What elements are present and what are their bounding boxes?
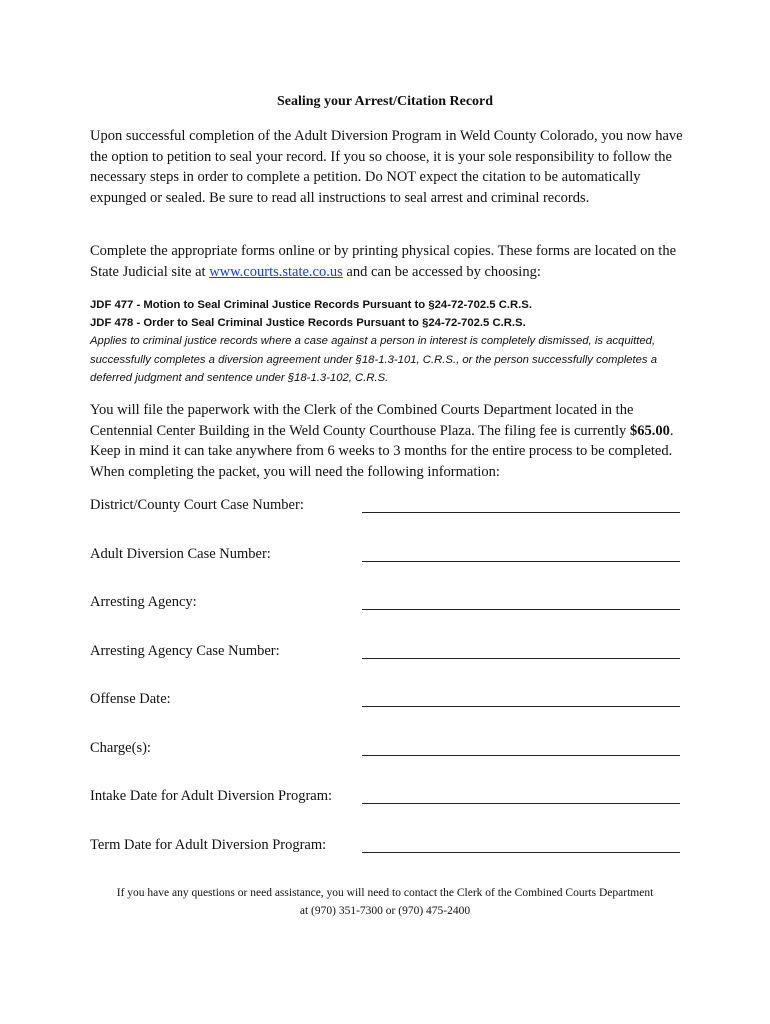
filing-text-after: . Keep in mind it can take anywhere from 6 weeks to 3 months for the entire process to be completed. When completing the packet, you will need the following information:: [90, 422, 674, 480]
field-label-intake-date: Intake Date for Adult Diversion Program:: [90, 788, 333, 804]
field-label-agency-case-number: Arresting Agency Case Number:: [90, 643, 280, 659]
filing-paragraph: [90, 400, 690, 482]
field-label-offense-date: Offense Date:: [90, 691, 171, 707]
filing-fee: $65.00: [629, 422, 670, 439]
field-line-agency-case-number[interactable]: [362, 658, 680, 659]
field-line-charges[interactable]: [362, 755, 680, 756]
field-line-diversion-case-number[interactable]: [362, 561, 680, 562]
field-line-term-date[interactable]: [362, 852, 680, 853]
footer-line-1: If you have any questions or need assistance, you will need to contact the Clerk of the Combined Courts Department: [116, 887, 654, 899]
forms-intro-paragraph: [90, 241, 690, 282]
forms-list: [90, 296, 690, 387]
page-title: Sealing your Arrest/Citation Record: [276, 94, 494, 109]
field-line-arresting-agency[interactable]: [362, 609, 680, 610]
field-label-court-case-number: District/County Court Case Number:: [90, 497, 304, 513]
field-line-court-case-number[interactable]: [362, 512, 680, 513]
field-label-charges: Charge(s):: [90, 740, 151, 756]
intro-paragraph: Upon successful completion of the Adult Diversion Program in Weld County Colorado, you now have the option to petition to seal your record. If you so choose, it is your sole responsibility to follow the necessary steps in order to complete a petition. Do NOT expect the citation to be automatically expunged or sealed. Be sure to read all instructions to seal arrest and criminal records.: [90, 128, 683, 206]
contact-footer: [0, 884, 770, 920]
field-label-diversion-case-number: Adult Diversion Case Number:: [90, 546, 271, 562]
filing-text-before: You will file the paperwork with the Clerk of the Combined Courts Department located in the Centennial Center Building in the Weld County Courthouse Plaza. The filing fee is currently: [90, 402, 634, 439]
footer-line-2: at (970) 351-7300 or (970) 475-2400: [299, 905, 471, 917]
form-jdf-478: JDF 478 - Order to Seal Criminal Justice Records Pursuant to §24-72-702.5 C.R.S.: [90, 317, 526, 330]
courts-website-link[interactable]: www.courts.state.co.us: [209, 263, 343, 280]
field-line-offense-date[interactable]: [362, 706, 680, 707]
forms-note: Applies to criminal justice records where a case against a person in interest is completely dismissed, is acquitted, successfully completes a diversion agreement under §18-1.3-101, C.R.S., or the person successfully completes a deferred judgment and sentence under §18-1.3-102, C.R.S.: [90, 335, 658, 384]
form-jdf-477: JDF 477 - Motion to Seal Criminal Justice Records Pursuant to §24-72-702.5 C.R.S.: [90, 299, 532, 311]
field-line-intake-date[interactable]: [362, 803, 680, 804]
forms-intro-text-after: and can be accessed by choosing:: [342, 263, 541, 280]
forms-intro-text-before: Complete the appropriate forms online or by printing physical copies. These forms are located on the State Judicial site at: [90, 243, 677, 280]
field-label-arresting-agency: Arresting Agency:: [90, 594, 197, 610]
field-label-term-date: Term Date for Adult Diversion Program:: [90, 837, 327, 853]
